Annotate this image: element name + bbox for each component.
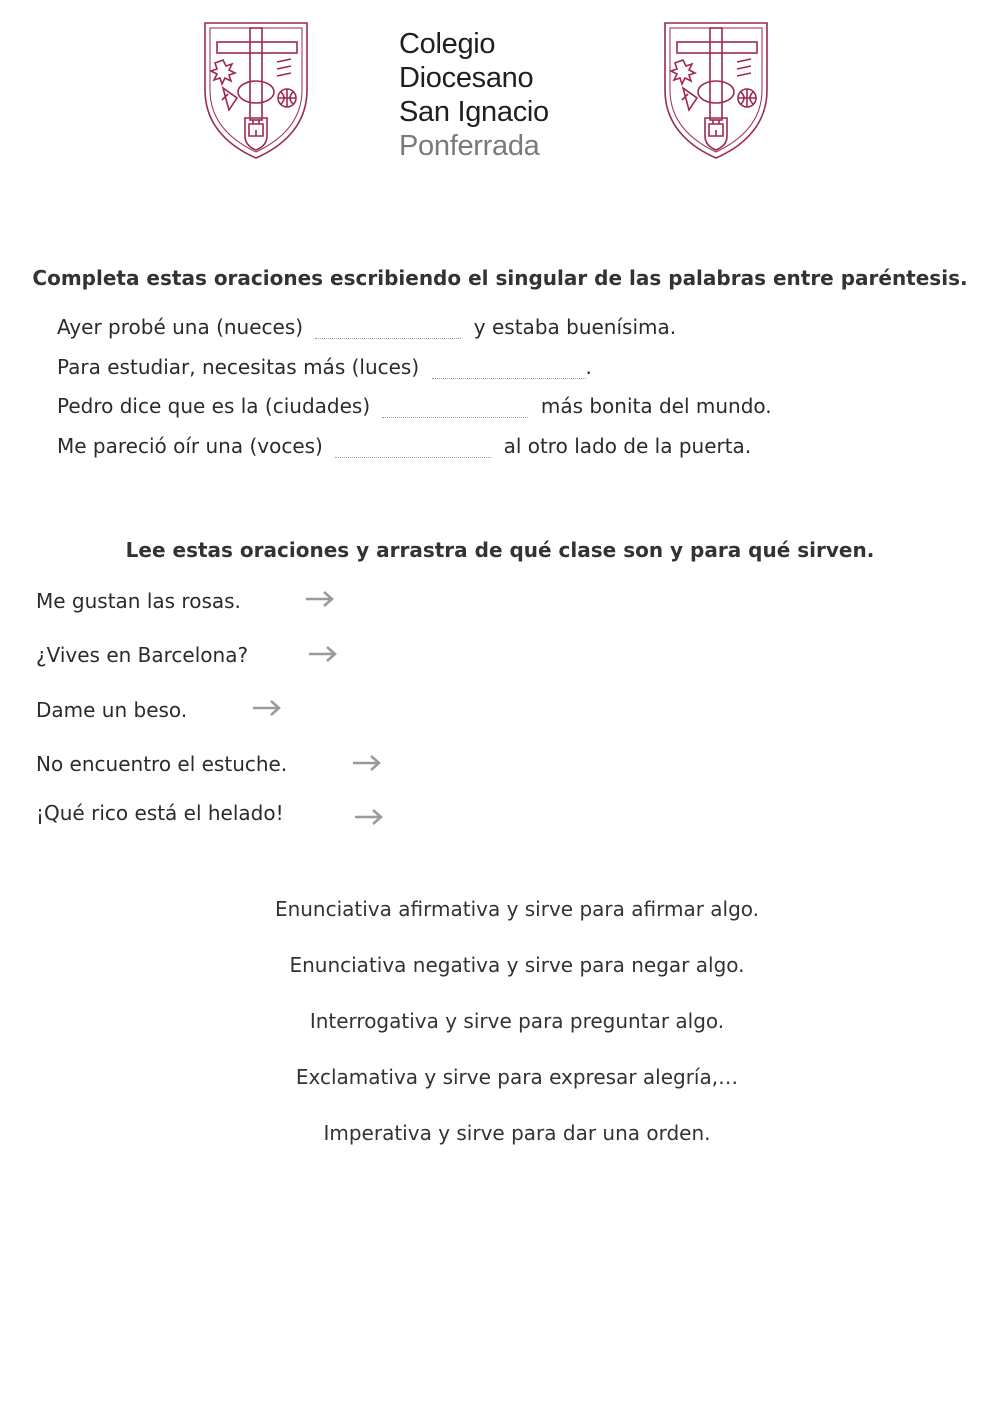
arrow-right-icon bbox=[354, 807, 384, 827]
arrow-right-icon bbox=[352, 753, 382, 773]
school-crest-right-icon bbox=[661, 20, 771, 160]
classify-sentence-4: No encuentro el estuche. bbox=[36, 752, 288, 776]
fill-sentence-1 bbox=[57, 314, 676, 339]
singular-answer-input-3[interactable] bbox=[382, 393, 528, 418]
school-name-line-2: Diocesano bbox=[399, 62, 534, 94]
fill-sentence-4 bbox=[57, 433, 751, 458]
fill-sentence-3 bbox=[57, 393, 772, 418]
sentence-text-before: Me pareció oír una (voces) bbox=[57, 434, 323, 458]
sentence-text-before: Para estudiar, necesitas más (luces) bbox=[57, 355, 420, 379]
singular-answer-input-4[interactable] bbox=[335, 433, 491, 458]
classify-sentence-5: ¡Qué rico está el helado! bbox=[36, 801, 284, 825]
arrow-right-icon bbox=[252, 698, 282, 718]
drag-option-negativa[interactable]: Enunciativa negativa y sirve para negar algo. bbox=[289, 953, 745, 977]
drag-option-exclamativa[interactable]: Exclamativa y sirve para expresar alegría,… bbox=[295, 1065, 739, 1089]
arrow-right-icon bbox=[305, 589, 335, 609]
sentence-text-after: . bbox=[585, 355, 592, 379]
school-city: Ponferrada bbox=[399, 130, 540, 162]
classify-sentence-1: Me gustan las rosas. bbox=[36, 589, 241, 613]
school-name-line-3: San Ignacio bbox=[399, 96, 549, 128]
sentence-text-after: al otro lado de la puerta. bbox=[503, 434, 752, 458]
singular-answer-input-2[interactable] bbox=[432, 354, 586, 379]
classify-sentence-3: Dame un beso. bbox=[36, 698, 188, 722]
fill-sentence-2 bbox=[57, 354, 592, 379]
singular-answer-input-1[interactable] bbox=[315, 314, 461, 339]
school-name bbox=[399, 27, 549, 163]
school-name-line-1: Colegio bbox=[399, 28, 496, 60]
sentence-text-after: más bonita del mundo. bbox=[540, 394, 772, 418]
drag-option-imperativa[interactable]: Imperativa y sirve para dar una orden. bbox=[323, 1121, 711, 1145]
drag-option-interrogativa[interactable]: Interrogativa y sirve para preguntar algo. bbox=[309, 1009, 725, 1033]
drag-option-afirmativa[interactable]: Enunciativa afirmativa y sirve para afirmar algo. bbox=[274, 897, 760, 921]
arrow-right-icon bbox=[308, 644, 338, 664]
exercise2-instruction: Lee estas oraciones y arrastra de qué clase son y para qué sirven. bbox=[125, 538, 875, 562]
classify-sentence-2: ¿Vives en Barcelona? bbox=[36, 643, 249, 667]
sentence-text-before: Ayer probé una (nueces) bbox=[57, 315, 304, 339]
exercise1-instruction: Completa estas oraciones escribiendo el singular de las palabras entre paréntesis. bbox=[32, 266, 968, 290]
school-crest-left-icon bbox=[201, 20, 311, 160]
sentence-text-after: y estaba buenísima. bbox=[473, 315, 677, 339]
sentence-text-before: Pedro dice que es la (ciudades) bbox=[57, 394, 371, 418]
